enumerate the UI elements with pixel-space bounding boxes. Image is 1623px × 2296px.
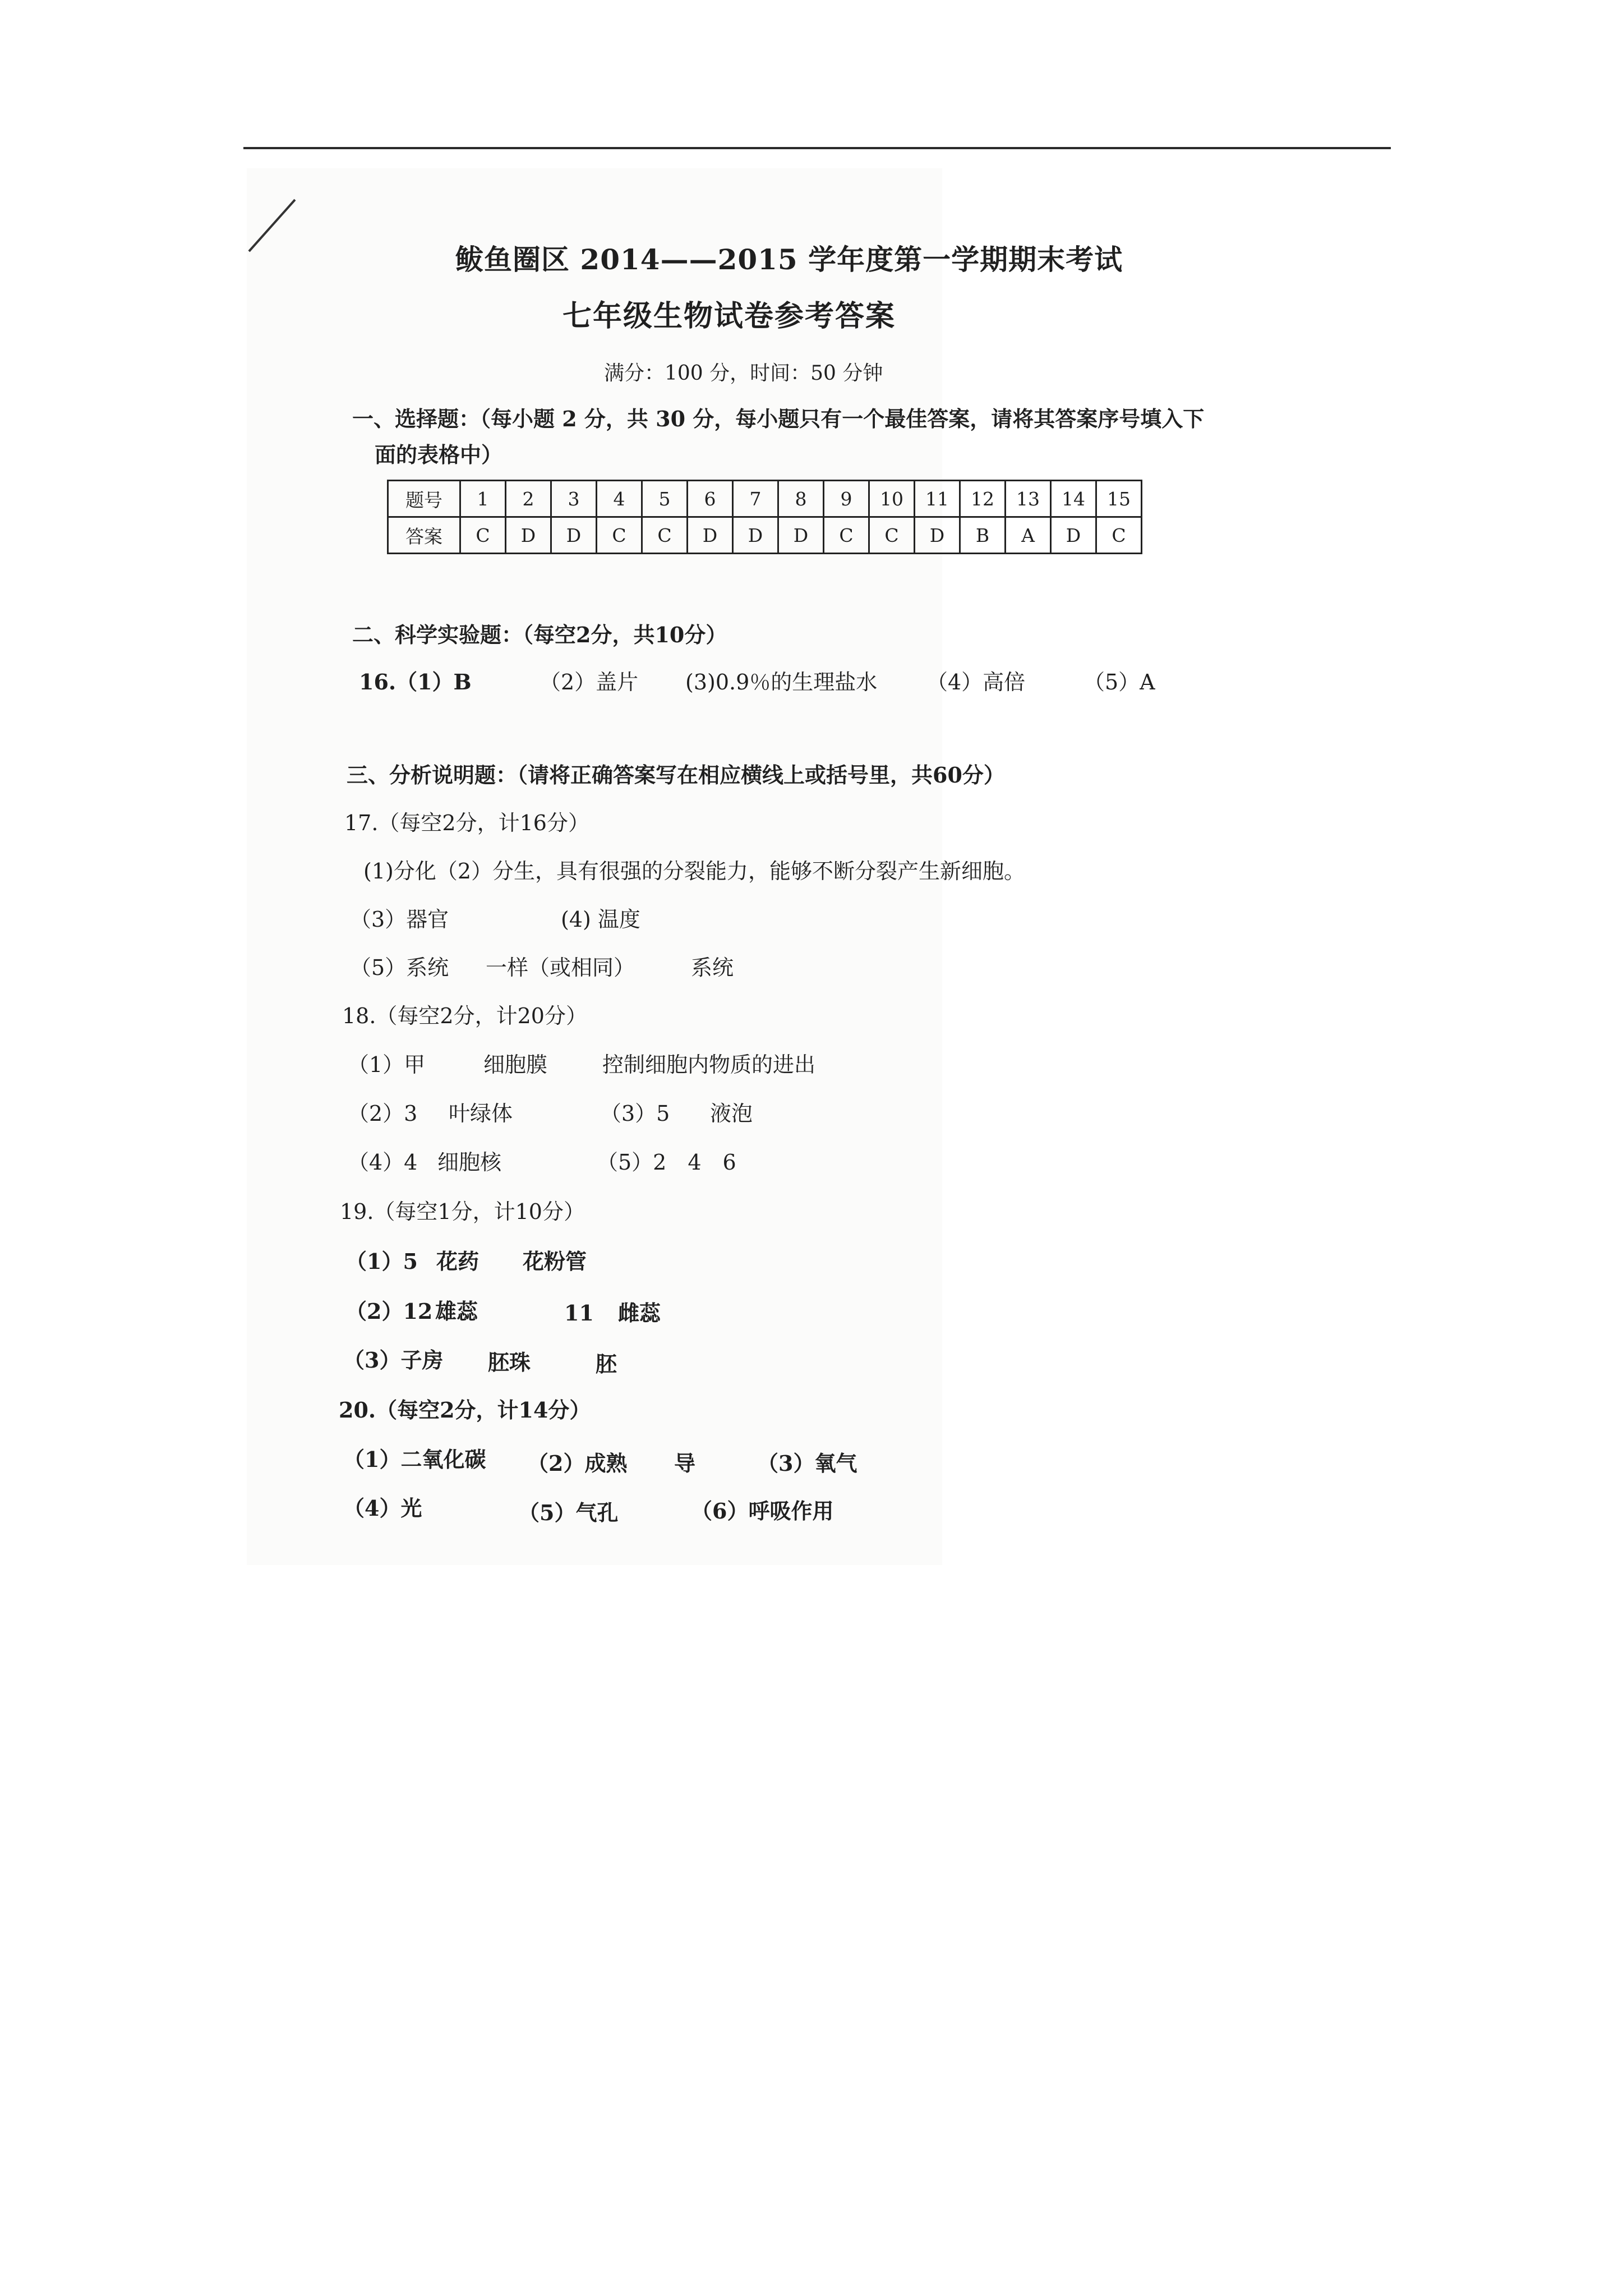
table-cell: C: [824, 517, 869, 554]
table-cell: C: [597, 517, 642, 554]
table-cell: 10: [869, 481, 915, 517]
table-cell: 6: [688, 481, 733, 517]
table-cell: B: [960, 517, 1006, 554]
q18-line2d: 液泡: [710, 1101, 753, 1126]
q18-line1a: （1）甲: [348, 1052, 426, 1077]
q20-line1b: （2）成熟: [527, 1451, 628, 1476]
q18-line3a: （4）4: [348, 1150, 418, 1175]
table-cell: A: [1006, 517, 1051, 554]
table-cell: 2: [506, 481, 551, 517]
table-cell: 4: [597, 481, 642, 517]
table-cell: D: [778, 517, 824, 554]
answer-table: [387, 480, 1142, 554]
document-title: 鲅鱼圈区 2014——2015 学年度第一学期期末考试: [455, 243, 1123, 276]
table-cell: D: [551, 517, 597, 554]
table-cell: C: [460, 517, 506, 554]
q19-line1a: （1）5: [345, 1249, 418, 1274]
table-cell: D: [688, 517, 733, 554]
q18-line1c: 控制细胞内物质的进出: [602, 1052, 816, 1077]
table-cell: D: [506, 517, 551, 554]
pen-mark: [246, 197, 319, 254]
q20-line2c: （6）呼吸作用: [691, 1498, 834, 1524]
q19-line1b: 花药: [436, 1249, 479, 1274]
section1-heading-cont: 面的表格中）: [375, 442, 503, 467]
q19-line2c: 11: [564, 1300, 594, 1326]
q19-line2b: 雄蕊: [435, 1299, 478, 1324]
q16-answer-5: （5）A: [1083, 670, 1155, 694]
table-cell: D: [733, 517, 778, 554]
table-cell: C: [1096, 517, 1142, 554]
row-label: 答案: [388, 517, 460, 554]
q20-heading: 20.（每空2分，计14分）: [339, 1397, 591, 1423]
q17-line2b: (4) 温度: [561, 907, 640, 932]
row-label: 题号: [388, 481, 460, 517]
table-cell: 14: [1051, 481, 1096, 517]
q20-line1c: 导: [674, 1451, 696, 1476]
table-cell: 13: [1006, 481, 1051, 517]
q17-line3a: （5）系统: [350, 955, 449, 980]
q17-line1: (1)分化（2）分生，具有很强的分裂能力，能够不断分裂产生新细胞。: [363, 859, 1026, 884]
q17-line3c: 系统: [691, 955, 734, 980]
q18-line2a: （2）3: [348, 1101, 418, 1126]
top-rule: [243, 147, 1391, 149]
q17-line2a: （3）器官: [350, 907, 449, 932]
table-cell: 5: [642, 481, 688, 517]
q16-answer-2: （2）盖片: [540, 670, 639, 694]
q18-line1b: 细胞膜: [483, 1052, 548, 1077]
table-cell: 9: [824, 481, 869, 517]
q18-heading: 18.（每空2分，计20分）: [342, 1004, 587, 1028]
q19-line3a: （3）子房: [343, 1347, 444, 1373]
q19-heading: 19.（每空1分，计10分）: [340, 1199, 585, 1224]
table-cell: 3: [551, 481, 597, 517]
table-cell: 8: [778, 481, 824, 517]
q20-line2a: （4）光: [343, 1496, 422, 1521]
section1-heading: 一、选择题：（每小题 2 分，共 30 分，每小题只有一个最佳答案，请将其答案序号填入下: [352, 406, 1205, 431]
section3-heading: 三、分析说明题：（请将正确答案写在相应横线上或括号里，共60分）: [347, 762, 1005, 788]
table-cell: C: [642, 517, 688, 554]
q18-line3c: （5）2 4 6: [597, 1150, 736, 1175]
q17-line3b: 一样（或相同）: [486, 955, 635, 980]
table-cell: C: [869, 517, 915, 554]
q18-line2c: （3）5: [600, 1101, 670, 1126]
table-cell: 7: [733, 481, 778, 517]
q19-line3b: 胚珠: [488, 1350, 531, 1375]
q16-answer-1: 16.（1）B: [359, 669, 472, 694]
table-cell: D: [1051, 517, 1096, 554]
q17-heading: 17.（每空2分，计16分）: [344, 811, 589, 835]
table-cell: D: [915, 517, 960, 554]
exam-meta: 满分：100 分，时间：50 分钟: [604, 362, 883, 385]
table-cell: 15: [1096, 481, 1142, 517]
section2-heading: 二、科学实验题：（每空2分，共10分）: [352, 622, 727, 647]
q16-answer-3: (3)0.9％的生理盐水: [685, 670, 878, 694]
q20-line1d: （3）氧气: [757, 1451, 857, 1476]
q18-line2b: 叶绿体: [449, 1101, 513, 1126]
document-subtitle: 七年级生物试卷参考答案: [562, 299, 896, 333]
table-row-numbers: [388, 481, 1142, 517]
q18-line3b: 细胞核: [437, 1150, 502, 1175]
q19-line2a: （2）12: [345, 1299, 433, 1324]
q19-line2d: 雌蕊: [618, 1300, 661, 1326]
q19-line3c: 胚: [596, 1351, 617, 1377]
q20-line2b: （5）气孔: [518, 1500, 619, 1525]
q20-line1a: （1）二氧化碳: [343, 1447, 486, 1472]
table-row-answers: [388, 517, 1142, 554]
q19-line1c: 花粉管: [523, 1249, 587, 1274]
table-cell: 12: [960, 481, 1006, 517]
table-cell: 11: [915, 481, 960, 517]
q16-answer-4: （4）高倍: [926, 670, 1026, 694]
table-cell: 1: [460, 481, 506, 517]
